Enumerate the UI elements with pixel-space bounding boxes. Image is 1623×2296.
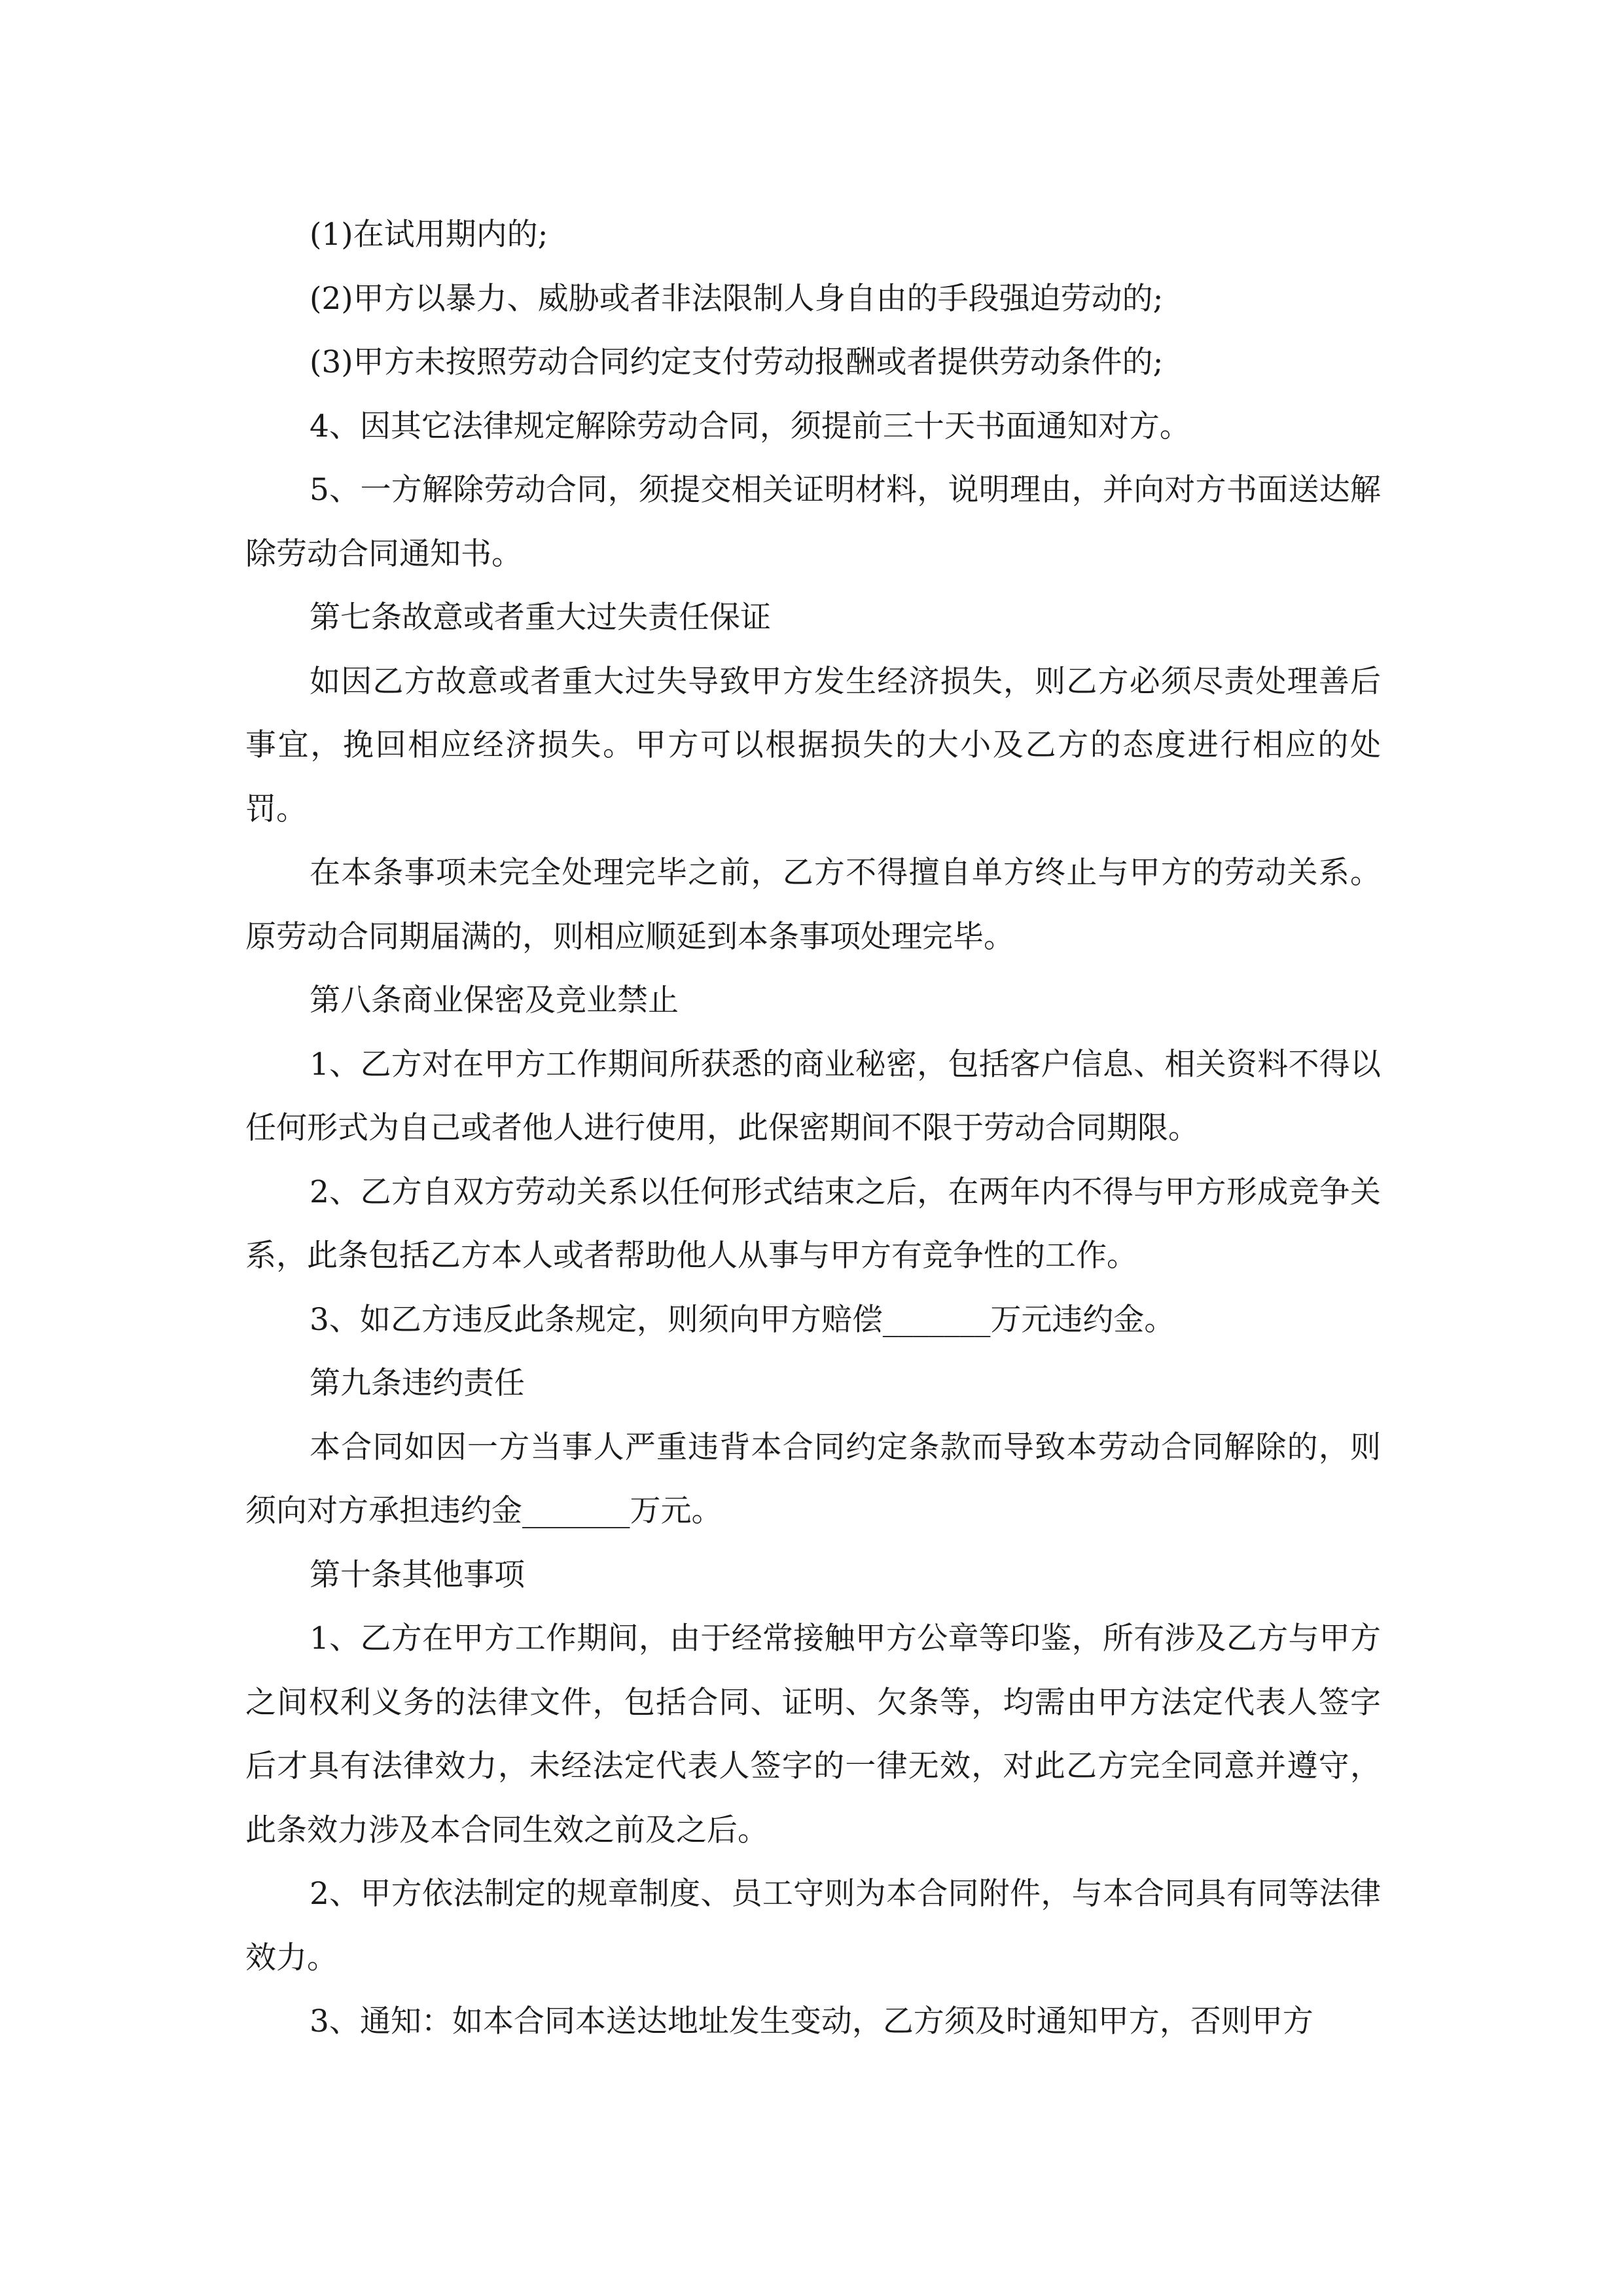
article-7-paragraph-2: 在本条事项未完全处理完毕之前，乙方不得擅自单方终止与甲方的劳动关系。原劳动合同期届满的，则相应顺延到本条事项处理完毕。: [245, 855, 1381, 955]
clause-5-termination-notice: 5、一方解除劳动合同，须提交相关证明材料，说明理由，并向对方书面送达解除劳动合同通知书。: [245, 472, 1381, 572]
clause-4-notice: 4、因其它法律规定解除劳动合同，须提前三十天书面通知对方。: [310, 408, 1190, 444]
article-10-clause-1: 1、乙方在甲方工作期间，由于经常接触甲方公章等印鉴，所有涉及乙方与甲方之间权利义务的法律文件，包括合同、证明、欠条等，均需由甲方法定代表人签字后才具有法律效力，未经法定代表人签字的一律无效，对此乙方完全同意并遵守，此条效力涉及本合同生效之前及之后。: [245, 1621, 1381, 1848]
article-8-clause-2: 2、乙方自双方劳动关系以任何形式结束之后，在两年内不得与甲方形成竞争关系，此条包括乙方本人或者帮助他人从事与甲方有竞争性的工作。: [245, 1174, 1381, 1274]
article-7-heading: 第七条故意或者重大过失责任保证: [310, 600, 771, 636]
article-8-heading: 第八条商业保密及竞业禁止: [310, 982, 679, 1018]
document-body: [245, 203, 1381, 2054]
article-8-clause-1: 1、乙方对在甲方工作期间所获悉的商业秘密，包括客户信息、相关资料不得以任何形式为自己或者他人进行使用，此保密期间不限于劳动合同期限。: [245, 1046, 1381, 1146]
article-10-heading: 第十条其他事项: [310, 1556, 525, 1593]
article-10-clause-3: 3、通知：如本合同本送达地址发生变动，乙方须及时通知甲方，否则甲方: [310, 2003, 1313, 2039]
article-7-paragraph-1: 如因乙方故意或者重大过失导致甲方发生经济损失，则乙方必须尽责处理善后事宜，挽回相应经济损失。甲方可以根据损失的大小及乙方的态度进行相应的处罚。: [245, 663, 1381, 827]
clause-item-2-coercion: (2)甲方以暴力、威胁或者非法限制人身自由的手段强迫劳动的;: [310, 280, 1164, 317]
article-9-paragraph: 本合同如因一方当事人严重违背本合同约定条款而导致本劳动合同解除的，则须向对方承担违约金_______万元。: [245, 1429, 1381, 1529]
clause-item-1-probation: (1)在试用期内的;: [310, 217, 548, 253]
article-10-clause-2: 2、甲方依法制定的规章制度、员工守则为本合同附件，与本合同具有同等法律效力。: [245, 1876, 1381, 1976]
article-9-heading: 第九条违约责任: [310, 1365, 525, 1401]
article-8-clause-3: 3、如乙方违反此条规定，则须向甲方赔偿_______万元违约金。: [310, 1301, 1175, 1338]
clause-item-3-unpaid: (3)甲方未按照劳动合同约定支付劳动报酬或者提供劳动条件的;: [310, 344, 1164, 380]
